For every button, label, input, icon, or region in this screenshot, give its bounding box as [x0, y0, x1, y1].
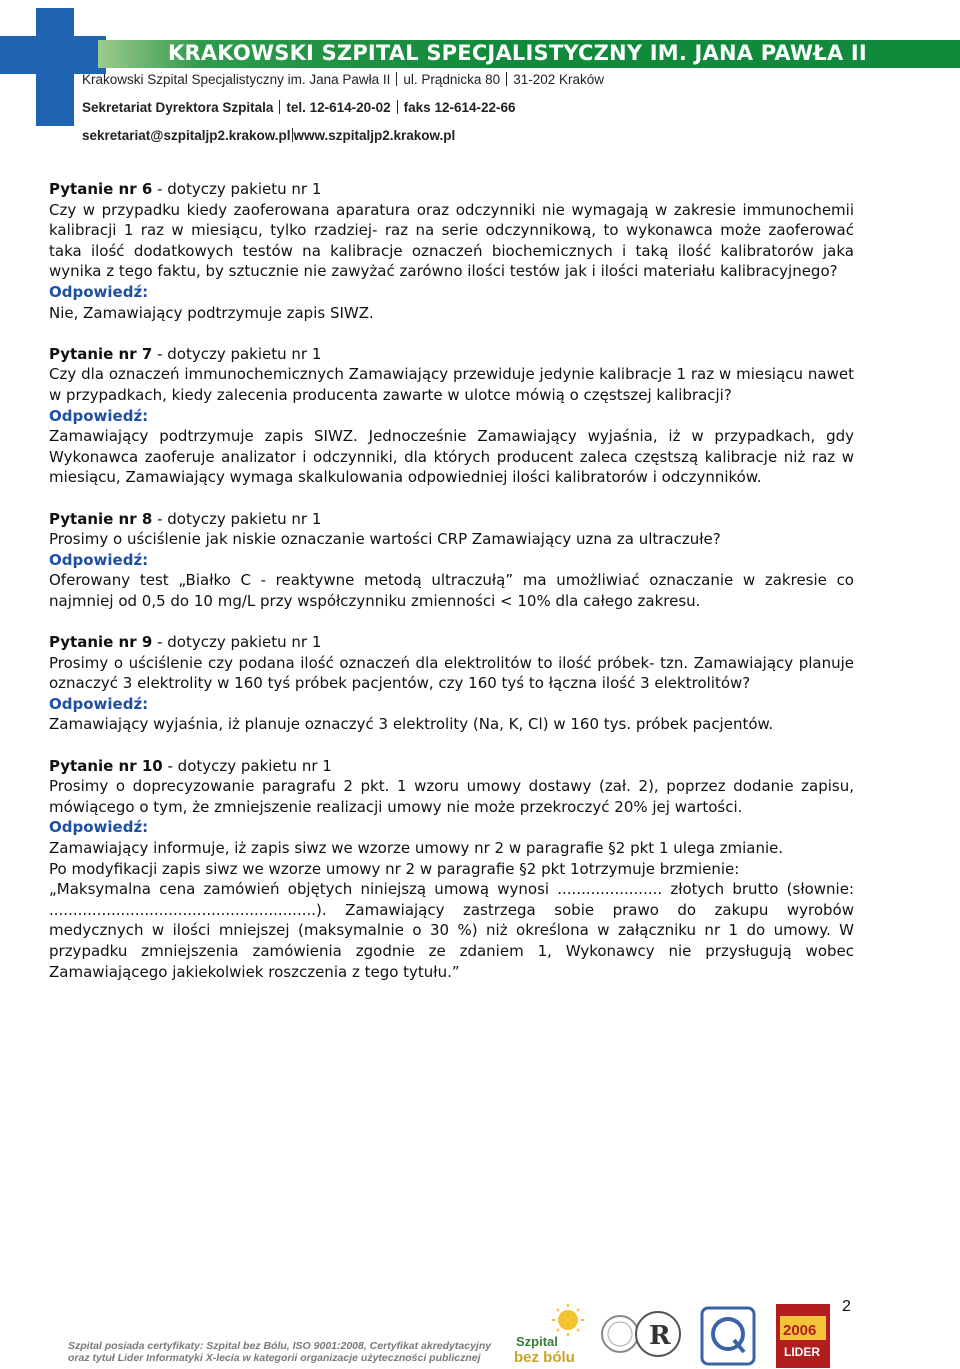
web-line — [82, 128, 455, 143]
question-number: Pytanie nr 6 — [49, 180, 153, 198]
contact-line — [82, 100, 516, 115]
email-link[interactable]: sekretariat@szpitaljp2.krakow.pl — [82, 128, 291, 143]
website-link[interactable]: www.szpitaljp2.krakow.pl — [293, 128, 456, 143]
question-text: Czy dla oznaczeń immunochemicznych Zamawiający przewiduje jedynie kalibracje 1 raz w miesiącu nawet w przypadkach, kiedy zalecenia producenta zawarte w ulotce mówią o częstszej kalibracji? — [49, 365, 854, 404]
question-heading — [49, 632, 854, 653]
hospital-cross-logo-bar — [0, 36, 106, 74]
question-block — [49, 632, 854, 735]
answer-quote: „Maksymalna cena zamówień objętych niniejszą umową wynosi ...................... złotych brutto (słownie: ........................................................). Zamawiający zastrzega sobie prawo do zakupu wyrobów medycznych w ilości mniejszej (maksymalnie o 30 %) niż określona w załączniku nr 1 do umowy. W przypadku zmniejszenia zamówienia zgodnie ze zdaniem 1, Wykonawcy nie przysługują wobec Zamawiającego jakiekolwiek roszczenia z tego tytułu.” — [49, 880, 854, 981]
answer-label: Odpowiedź: — [49, 694, 149, 713]
secretariat-text: Sekretariat Dyrektora Szpitala — [82, 100, 274, 115]
hospital-name-text: Krakowski Szpital Specjalistyczny im. Jana Pawła II — [82, 72, 391, 87]
quality-certificate-logo — [700, 1306, 756, 1366]
answer-label: Odpowiedź: — [49, 406, 149, 425]
question-block — [49, 344, 854, 488]
question-number: Pytanie nr 10 — [49, 756, 163, 775]
page-number: 2 — [842, 1298, 851, 1315]
question-package: - dotyczy pakietu nr 1 — [152, 180, 322, 198]
divider — [397, 100, 398, 114]
question-package: - dotyczy pakietu nr 1 — [152, 633, 322, 652]
street-text: ul. Prądnicka 80 — [403, 72, 501, 87]
document-body — [49, 179, 854, 1003]
question-text: Prosimy o doprecyzowanie paragrafu 2 pkt. 1 wzoru umowy dostawy (zał. 2), poprzez dodanie zapisu, mówiącego o tym, że zmniejszenie realizacji umowy nie może przekroczyć 20% jej wartości. — [49, 777, 854, 816]
question-heading — [49, 179, 854, 200]
hospital-name-title: KRAKOWSKI SZPITAL SPECJALISTYCZNY IM. JANA PAWŁA II — [168, 41, 867, 65]
phone-text: tel. 12-614-20-02 — [286, 100, 391, 115]
city-text: 31-202 Kraków — [513, 72, 604, 87]
answer-text: Po modyfikacji zapis siwz we wzorze umowy nr 2 w paragrafie §2 pkt 1otrzymuje brzmienie: — [49, 859, 740, 878]
answer-label: Odpowiedź: — [49, 550, 149, 569]
logo-text: bez bólu — [514, 1349, 575, 1366]
answer-label: Odpowiedź: — [49, 818, 149, 837]
question-number: Pytanie nr 9 — [49, 633, 153, 652]
question-heading — [49, 344, 854, 365]
divider — [506, 72, 507, 86]
answer-text: Nie, Zamawiający podtrzymuje zapis SIWZ. — [49, 303, 374, 322]
answer-text: Zamawiający informuje, iż zapis siwz we wzorze umowy nr 2 w paragrafie §2 pkt 1 ulega zmianie. — [49, 839, 784, 857]
divider — [279, 100, 280, 114]
svg-text:R: R — [649, 1321, 671, 1351]
question-number: Pytanie nr 7 — [49, 344, 153, 363]
address-line — [82, 72, 604, 87]
szpital-bez-bolu-logo — [510, 1302, 592, 1366]
question-number: Pytanie nr 8 — [49, 509, 153, 528]
divider — [292, 128, 293, 142]
certificates-note: Szpital posiada certyfikaty: Szpital bez Bólu, ISO 9001:2008, Certyfikat akredytacyjny oraz tytuł Lider Informatyki X-lecia w kategorii organizacje użyteczności publicznej — [68, 1340, 492, 1364]
question-package: - dotyczy pakietu nr 1 — [152, 344, 322, 363]
question-package: - dotyczy pakietu nr 1 — [152, 509, 322, 528]
question-heading — [49, 509, 854, 530]
question-block — [49, 509, 854, 612]
question-package: - dotyczy pakietu nr 1 — [162, 756, 332, 775]
accreditation-seal-logo — [600, 1298, 686, 1366]
question-block — [49, 756, 854, 983]
divider — [396, 72, 397, 86]
question-heading — [49, 756, 854, 777]
fax-text: faks 12-614-22-66 — [403, 100, 516, 115]
question-text: Prosimy o uściślenie jak niskie oznaczanie wartości CRP Zamawiający uzna za ultraczułe? — [49, 530, 721, 549]
answer-label: Odpowiedź: — [49, 282, 149, 301]
question-text: Czy w przypadku kiedy zaoferowana aparatura oraz odczynniki nie wymagają w zakresie immunochemii kalibracji 1 raz w miesiącu, tylko rzadziej- raz na serie odczynnikową, to wykonawca może zaoferować taka ilość dodatkowych testów na kalibracje oznaczeń biochemicznych i taką ilość kalibratorów jaka wynika z tego faktu, by sztucznie nie zawyżać zarówno ilości testów jak i ilości materiału kalibracyjnego? — [49, 200, 854, 281]
answer-text: Zamawiający podtrzymuje zapis SIWZ. Jednocześnie Zamawiający wyjaśnia, iż w przypadkach, gdy Wykonawca zaoferuje analizator i odczynniki, dla których producent zaleca częstszą kalibracje niż raz w miesiącu, Zamawiający wymaga skalkulowania odpowiedniej ilości kalibratorów i odczynników. — [49, 427, 854, 487]
letterhead — [0, 0, 960, 150]
question-text: Prosimy o uściślenie czy podana ilość oznaczeń dla elektrolitów to ilość próbek- tzn. Zamawiający planuje oznaczyć 3 elektrolity w 160 tyś próbek pacjentów, czy 160 tyś to łączna ilość 3 elektrolitów? — [49, 653, 854, 693]
answer-text: Oferowany test „Białko C - reaktywne metodą ultraczułą” ma umożliwiać oznaczanie w zakresie co najmniej od 0,5 do 10 mg/L przy współczynniku zmienności < 10% dla całego zakresu. — [49, 571, 854, 610]
award-title: LIDER — [784, 1345, 820, 1359]
lider-award-logo — [776, 1304, 830, 1368]
logo-text: Szpital — [516, 1334, 558, 1349]
award-year: 2006 — [783, 1322, 817, 1339]
question-block — [49, 179, 854, 323]
answer-text: Zamawiający wyjaśnia, iż planuje oznaczyć 3 elektrolity (Na, K, Cl) w 160 tys. próbek pacjentów. — [49, 715, 774, 734]
